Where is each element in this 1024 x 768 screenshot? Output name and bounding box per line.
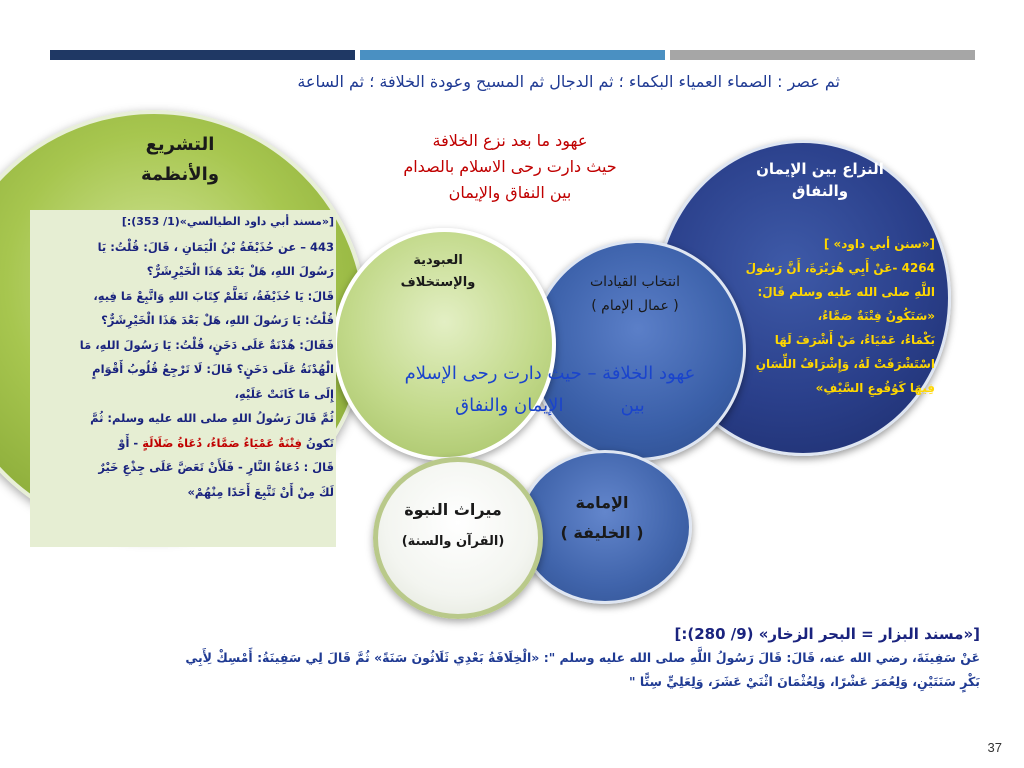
left-hadith-line-2: قَالَ: يَا حُذَيْفَةُ، تَعَلَّمْ كِتَابَ اللهِ وَاتَّبِعْ مَا فِيهِ، (93, 288, 334, 303)
left-hadith-red-line: تَكونُ فِتْنَةٌ عَمْيَاءُ صَمَّاءُ، دُعَاةُ ضَلَالَةٍ - أَوْ (118, 435, 334, 450)
bottom-quote (40, 622, 980, 694)
right-hadith-line-2: «سَتَكُونُ فِتْنَةٌ صَمَّاءُ، (817, 309, 935, 323)
red-note-line1: عهود ما بعد نزع الخلافة (432, 131, 588, 150)
top-bar-blue (360, 50, 665, 60)
right-hadith-source: [«سنن أبي داود» ] (823, 237, 935, 251)
left-hadith-line-0: 443 – عن حُذَيْفَةُ بْنُ الْيَمَانِ ، قَالَ: قُلْتُ: يَا (97, 239, 334, 254)
circle-imamate-label: الإمامة ( الخليفة ) (560, 493, 644, 542)
right-hadith-line-3: بَكْمَاءُ، عَمْيَاءُ، مَنْ أَشْرَفَ لَهَا (774, 333, 935, 347)
right-hadith-line-0: 4264 -عَنْ أَبِي هُرَيْرَةَ، أَنَّ رَسُولَ (745, 261, 935, 275)
circle-leaders-label: انتخاب القيادات ( عمال الإمام ) (590, 274, 680, 314)
left-hadith-line-1: رَسُولَ اللهِ، هَلْ بَعْدَ هَذَا الْخَيْرِشَرٌّ؟ (146, 264, 334, 278)
headline: ثم عصر : الصماء العمياء البكماء ؛ ثم الدجال ثم المسيح وعودة الخلافة ؛ ثم الساعة (297, 72, 840, 91)
circle-legislation-label: التشريع والأنظمة (140, 134, 220, 185)
top-bar-navy (50, 50, 355, 60)
top-bar-gray (670, 50, 975, 60)
left-hadith-line-5: الْهُدْنَةُ عَلَى دَخَنٍ؟ قَالَ: لَا تَرْجِعُ قُلُوبُ أَقْوَامٍ (92, 362, 334, 376)
left-hadith-source: [«مسند أبي داود الطيالسي»(1/ 353):] (121, 215, 334, 228)
red-note-line2: حيث دارت رحى الاسلام بالصدام (403, 157, 617, 176)
bottom-quote-source: [«مسند البزار = البحر الزخار» (9/ 280):] (674, 625, 980, 643)
left-hadith-box (30, 210, 336, 547)
circle-prophecy-label: ميراث النبوة (القرآن والسنة) (401, 500, 505, 549)
left-hadith-line-4: فَقَالَ: هُدْنَةٌ عَلَى دَخَنٍ، قُلْتُ: يَا رَسُولَ اللهِ، مَا (79, 337, 334, 352)
page-number: 37 (987, 740, 1002, 755)
left-hadith-red-pre: ثُمَّ قَالَ رَسُولُ اللهِ صلى الله عليه وسلم: ثُمَّ (90, 411, 334, 425)
bottom-quote-line1: عَنْ سَفِينَةَ، رضي الله عنه، قَالَ: قَالَ رَسُولُ اللَّهِ صلى الله عليه وسلم ": «الْخِلَافَةُ بَعْدِي ثَلَاثُونَ سَنَةً» ثُمَّ قَالَ لِي سَفِينَةُ: أَمْسِكْ لِأَبِي (185, 650, 980, 665)
red-note-line3: بين النفاق والإيمان (448, 183, 572, 202)
right-hadith-line-5: فِيهَا كَوُقُوعِ السَّيْفِ» (815, 381, 935, 395)
left-hadith-tail-0: قَالَ : دُعَاةُ النَّارِ - فَلَأَنْ تَعَضَّ عَلَى جِذْعِ خَيْرٌ (98, 460, 334, 474)
circle-conflict-label: النزاع بين الإيمان والنفاق (756, 160, 884, 200)
left-hadith-tail-1: لَكَ مِنْ أَنْ تَتَّبِعَ أَحَدًا مِنْهُمْ» (187, 484, 334, 499)
right-hadith-line-4: اسْتَشْرَفَتْ لَهُ، وَإِشْرَافُ اللِّسَانِ (755, 357, 935, 371)
center-text: عهود الخلافة – حيث دارت رحى الإسلام بين الإيمان والنفاق (404, 363, 696, 416)
right-hadith-line-1: اللَّهِ صلى الله عليه وسلم قَالَ: (757, 285, 935, 299)
circle-worship-label: العبودية والإستخلاف (400, 253, 476, 290)
bottom-quote-line2: بَكْرٍ سَنَتَيْنِ، وَلِعُمَرَ عَشْرًا، وَلِعُثْمَانَ اثْنَيْ عَشَرَ، وَلِعَلِيٍّ سِتًّا " (629, 674, 980, 689)
red-note (370, 128, 650, 206)
left-hadith-line-6: إِلَى مَا كَانَتْ عَلَيْهِ، (234, 386, 334, 401)
left-hadith-line-3: قُلْتُ: يَا رَسُولَ اللهِ، هَلْ بَعْدَ هَذَا الْخَيْرِشَرٌّ؟ (101, 313, 334, 327)
right-hadith-box (735, 232, 935, 400)
